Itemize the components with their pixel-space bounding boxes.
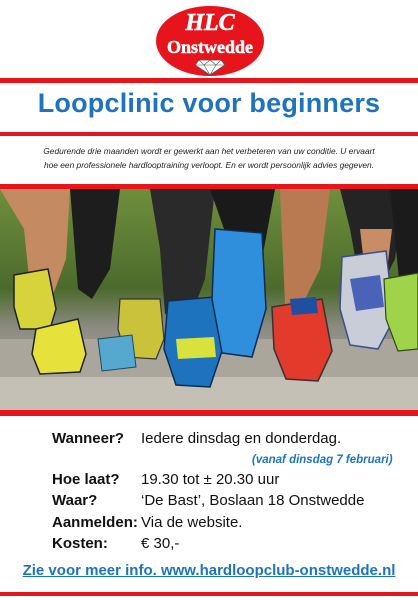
more-info-link[interactable]: Zie voor meer info. www.hardloopclub-onstwedde.nl bbox=[22, 562, 396, 579]
where-value: ‘De Bast’, Boslaan 18 Onstwedde bbox=[141, 492, 365, 509]
top-rule-lower bbox=[0, 132, 418, 136]
runners-photo bbox=[0, 189, 418, 410]
logo-line1: HLC bbox=[185, 10, 235, 36]
intro-text: Gedurende drie maanden wordt er gewerkt aan het verbeteren van uw conditie. U ervaart hoe een professionele hardlooptraining verloopt. En er wordt persoonlijk advies gegeven. bbox=[43, 146, 375, 170]
cost-label: Kosten: bbox=[52, 535, 108, 552]
bottom-rule bbox=[0, 592, 418, 596]
start-date-note: (vanaf dinsdag 7 februari) bbox=[252, 454, 393, 466]
time-label: Hoe laat? bbox=[52, 471, 120, 488]
top-rule-upper bbox=[0, 78, 418, 83]
time-value: 19.30 tot ± 20.30 uur bbox=[141, 471, 280, 488]
photo-rule-bottom bbox=[0, 410, 418, 416]
when-value: Iedere dinsdag en donderdag. bbox=[141, 430, 342, 447]
cost-value: € 30,- bbox=[141, 535, 180, 552]
photo-rule-top bbox=[0, 184, 418, 189]
signup-value: Via de website. bbox=[141, 514, 243, 531]
signup-label: Aanmelden: bbox=[52, 514, 138, 531]
when-label: Wanneer? bbox=[52, 430, 124, 447]
page-title: Loopclinic voor beginners bbox=[37, 88, 381, 118]
club-logo bbox=[154, 2, 266, 78]
logo-line2: Onstwedde bbox=[166, 37, 254, 57]
where-label: Waar? bbox=[52, 492, 98, 509]
